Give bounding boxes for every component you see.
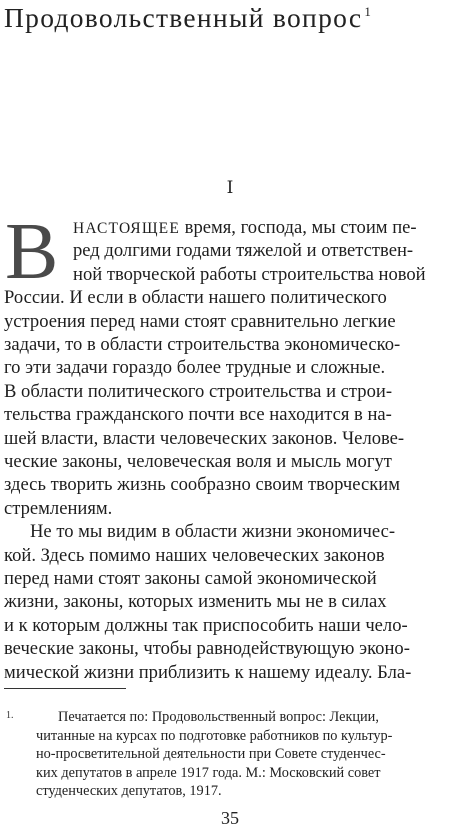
body-line: В области политического строительства и строи- <box>4 380 393 402</box>
body-line: тельства гражданского почти все находится в на- <box>4 404 392 426</box>
footnote-marker: 1. <box>6 710 14 721</box>
chapter-title-text: Продовольственный вопрос <box>4 2 363 33</box>
drop-cap: В <box>5 208 59 296</box>
body-line: и к которым должны так приспособить наши чело- <box>4 614 408 636</box>
title-footnote-marker: 1 <box>364 4 371 19</box>
footnote-line: читанные на курсах по подготовке работников по культур- <box>36 727 393 744</box>
body-line: ческие законы, человеческая воля и мысль могут <box>4 451 392 472</box>
body-line: мической жизни приблизить к нашему идеалу. Бла- <box>4 661 412 683</box>
body-line: жизни, законы, которых изменить мы не в силах <box>4 591 387 613</box>
body-line: ред долгими годами тяжелой и ответствен- <box>73 240 414 262</box>
body-line: Не то мы видим в области жизни экономичес- <box>30 521 396 543</box>
body-line: задачи, то в области строительства экономическо- <box>4 334 401 355</box>
small-caps-word: НАСТОЯЩЕЕ <box>73 220 181 237</box>
footnote-line: Печатается по: Продовольственный вопрос: Лекции, <box>58 709 379 725</box>
body-line: стремлениям. <box>4 497 113 519</box>
footnote-line: студенческих депутатов, 1917. <box>36 783 222 799</box>
page-number: 35 <box>221 808 239 828</box>
chapter-title <box>4 2 371 34</box>
footnote-line: но-просветительной деятельности при Совете студенчес- <box>36 746 386 762</box>
body-line: перед нами стоят законы самой экономической <box>4 568 377 589</box>
section-number: I <box>226 178 234 198</box>
body-line: России. И если в области нашего политического <box>4 287 387 309</box>
body-line: кой. Здесь помимо наших человеческих законов <box>4 544 385 566</box>
footnote-line: ких депутатов в апреле 1917 года. М.: Московский совет <box>36 764 381 781</box>
footnote-divider <box>4 688 126 689</box>
body-line: здесь творить жизнь сообразно своим творческим <box>4 474 401 496</box>
body-line <box>73 216 417 240</box>
body-line: го эти задачи гораздо более трудные и сложные. <box>4 357 386 379</box>
body-line: устроения перед нами стоят сравнительно легкие <box>4 310 396 332</box>
body-line: шей власти, власти человеческих законов. Челове- <box>4 427 405 449</box>
body-line: веческие законы, чтобы равнодействующую эконо- <box>4 638 410 660</box>
body-line-text: время, господа, мы стоим пе- <box>180 217 417 238</box>
body-line: ной творческой работы строительства новой <box>73 263 426 285</box>
